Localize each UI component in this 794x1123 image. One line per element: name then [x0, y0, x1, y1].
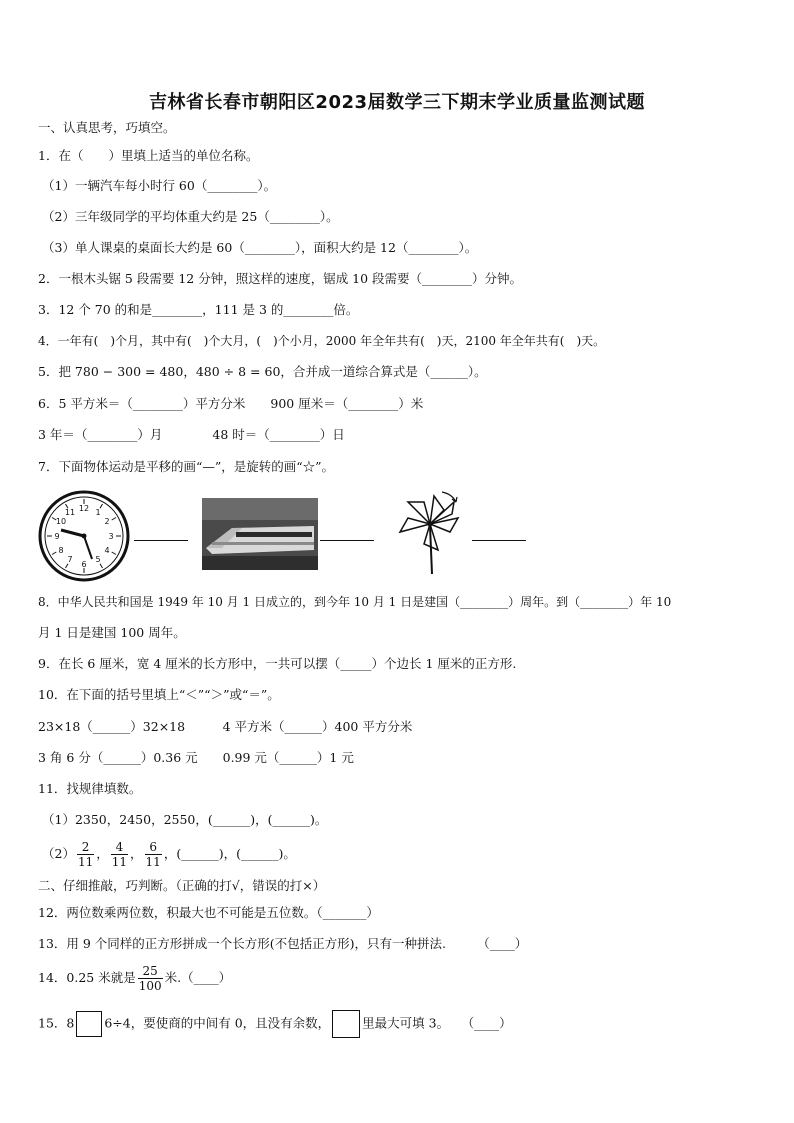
question-11-2-suffix: ，(______)，(______)。 [163, 846, 296, 861]
pinwheel-icon [394, 488, 468, 576]
fraction-numerator: 6 [145, 840, 162, 855]
section-heading-2: 二、仔细推敲，巧判断。（正确的打√，错误的打×） [38, 878, 326, 893]
answer-line-train [320, 540, 374, 541]
answer-box[interactable] [76, 1011, 102, 1037]
question-1-2: （2）三年级同学的平均体重大约是 25（________）。 [42, 209, 339, 224]
svg-text:6: 6 [81, 560, 87, 569]
svg-text:5: 5 [95, 555, 101, 564]
fraction [138, 964, 163, 993]
question-11-2-prefix: （2） [42, 846, 75, 861]
question-1: 1．在（ ）里填上适当的单位名称。 [38, 148, 259, 163]
section-heading-1: 一、认真思考，巧填空。 [38, 120, 176, 135]
question-5: 5．把 780 − 300 = 480，480 ÷ 8 = 60，合并成一道综合算式是（______）。 [38, 364, 487, 379]
answer-line-pinwheel [472, 540, 526, 541]
question-9: 9．在长 6 厘米，宽 4 厘米的长方形中，一共可以摆（_____）个边长 1 厘米的正方形. [38, 656, 517, 671]
fraction [145, 840, 162, 869]
question-15-part-a: 15．8 [38, 1015, 75, 1031]
svg-text:12: 12 [78, 504, 90, 513]
fraction-denominator: 11 [111, 855, 128, 869]
question-11: 11．找规律填数。 [38, 781, 142, 796]
fraction-denominator: 11 [145, 855, 161, 869]
page-title: 吉林省长春市朝阳区2023届数学三下期末学业质量监测试题 [148, 92, 646, 113]
answer-line-clock [134, 540, 188, 541]
fraction-numerator: 4 [111, 840, 128, 855]
question-2: 2．一根木头锯 5 段需要 12 分钟，照这样的速度，锯成 10 段需要（________）分钟。 [38, 271, 523, 286]
question-10-b: 3 角 6 分（______）0.36 元 0.99 元（______）1 元 [38, 750, 354, 765]
question-14-prefix: 14．0.25 米就是 [38, 970, 136, 985]
svg-text:11: 11 [64, 508, 76, 517]
fraction-numerator: 2 [77, 840, 94, 855]
svg-text:8: 8 [58, 546, 64, 555]
question-1-3: （3）单人课桌的桌面长大约是 60（________），面积大约是 12（________）。 [42, 240, 478, 255]
question-6-b: 3 年＝（________）月 48 时＝（________）日 [38, 427, 345, 442]
question-13: 13．用 9 个同样的正方形拼成一个长方形(不包括正方形)，只有一种拼法. （____） [38, 936, 528, 951]
question-3: 3．12 个 70 的和是________，111 是 3 的________倍。 [38, 302, 359, 317]
train-photo [202, 498, 318, 570]
fraction-denominator: 100 [138, 979, 162, 993]
fraction [111, 840, 128, 869]
question-4: 4．一年有( )个月，其中有( )个大月，( )个小月，2000 年全年共有( )天，2100 年全年共有( )天。 [38, 334, 606, 348]
clock-icon [38, 490, 130, 582]
fraction-denominator: 11 [77, 855, 94, 869]
svg-text:4: 4 [104, 546, 110, 555]
svg-text:3: 3 [108, 532, 114, 541]
question-7: 7．下面物体运动是平移的画“—”，是旋转的画“☆”。 [38, 459, 335, 474]
question-6-a: 6．5 平方米＝（________）平方分米 900 厘米＝（________）米 [38, 396, 424, 411]
question-8-a: 8．中华人民共和国是 1949 年 10 月 1 日成立的，到今年 10 月 1 日是建国（________）周年。到（________）年 10 [38, 595, 672, 609]
question-10-a: 23×18（______）32×18 4 平方米（______）400 平方分米 [38, 719, 413, 734]
question-14-suffix: 米.（____） [164, 970, 232, 985]
question-8-b: 月 1 日是建国 100 周年。 [38, 625, 186, 640]
svg-text:9: 9 [54, 532, 60, 541]
question-15-part-b: 6÷4，要使商的中间有 0，且没有余数， [104, 1015, 331, 1031]
question-11-2: （2） $\frac{2}{11}$ ， $\frac{4}{11}$ ， $\frac{6}{11}$ ，(______)，(______)。 [42, 840, 296, 869]
fraction-numerator: 25 [138, 964, 163, 979]
svg-text:1: 1 [95, 508, 101, 517]
question-15-part-c: 里最大可填 3。 （____） [362, 1015, 512, 1031]
question-14 [38, 960, 231, 996]
question-15 [38, 1010, 512, 1038]
svg-text:7: 7 [67, 555, 73, 564]
question-10: 10．在下面的括号里填上“＜”“＞”或“＝”。 [38, 687, 280, 702]
svg-text:10: 10 [55, 517, 67, 526]
answer-box[interactable] [332, 1010, 360, 1038]
question-12: 12．两位数乘两位数，积最大也不可能是五位数。（_______） [38, 905, 379, 920]
question-11-1: （1）2350，2450，2550，(______)，(______)。 [42, 812, 328, 827]
fraction [77, 840, 94, 869]
question-1-1: （1）一辆汽车每小时行 60（________）。 [42, 178, 277, 193]
svg-text:2: 2 [104, 517, 110, 526]
